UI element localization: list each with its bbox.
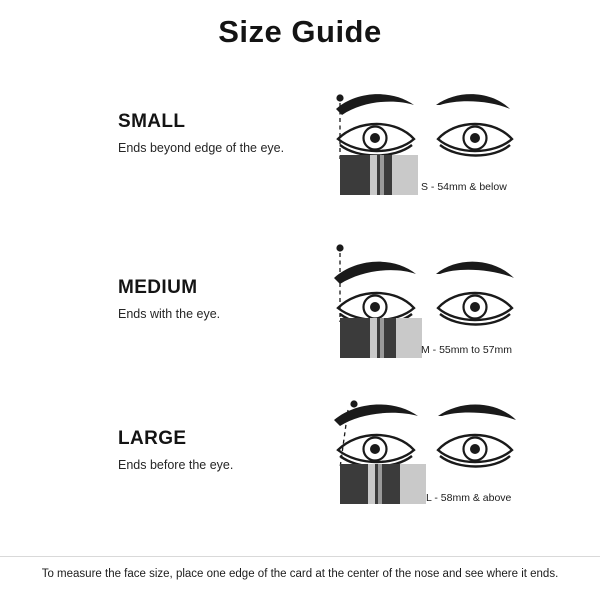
size-name-medium: MEDIUM — [118, 277, 198, 298]
eyes-and-card-diagram-medium — [318, 240, 548, 380]
card-label-large: L - 58mm & above — [426, 492, 512, 504]
size-name-small: SMALL — [118, 111, 186, 132]
size-text-block-large — [118, 428, 308, 474]
size-row-large — [0, 398, 600, 538]
size-text-block-medium — [118, 277, 308, 323]
size-description-small: Ends beyond edge of the eye. — [118, 141, 285, 155]
size-description-medium: Ends with the eye. — [118, 307, 221, 321]
size-name-large: LARGE — [118, 428, 187, 449]
card-label-medium: M - 55mm to 57mm — [421, 344, 513, 356]
footnote-divider — [0, 556, 600, 557]
card-label-small: S - 54mm & below — [421, 181, 507, 193]
eye-illustration-small — [318, 85, 548, 225]
size-row-medium — [0, 240, 600, 380]
size-row-small — [0, 85, 600, 225]
size-description-large: Ends before the eye. — [118, 458, 234, 472]
page-title: Size Guide — [218, 14, 382, 49]
eye-illustration-medium — [318, 240, 548, 380]
eyes-and-card-diagram-large — [318, 398, 548, 538]
size-text-block-small — [118, 111, 308, 157]
eye-illustration-large — [318, 398, 548, 538]
measurement-instructions: To measure the face size, place one edge of the card at the center of the nose and see where it ends. — [41, 568, 559, 580]
eyes-and-card-diagram-small — [318, 85, 548, 225]
